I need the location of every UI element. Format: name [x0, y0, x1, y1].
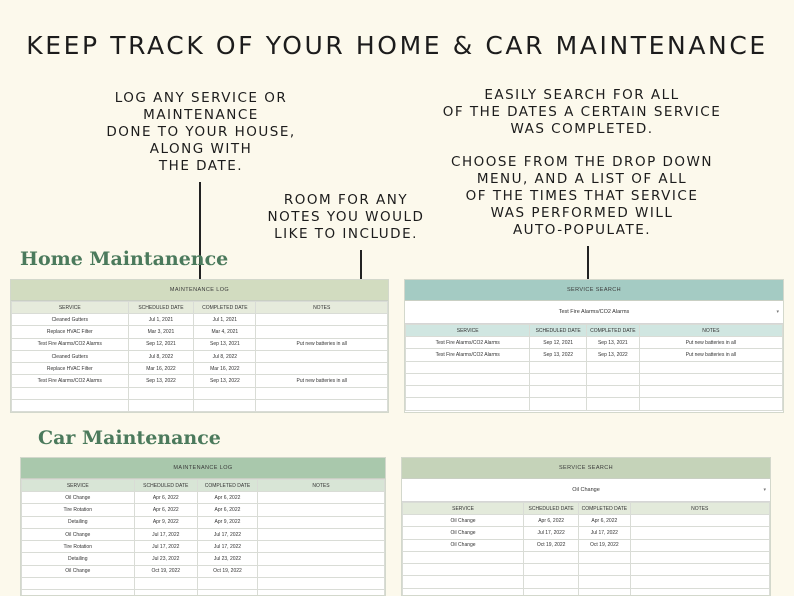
table-row	[406, 398, 783, 410]
table-cell	[630, 551, 769, 563]
table-cell[interactable]	[256, 363, 388, 375]
table-cell	[530, 386, 587, 398]
table-row	[12, 387, 388, 399]
table-cell: Sep 13, 2022	[586, 349, 639, 361]
table-cell[interactable]: Apr 9, 2022	[198, 516, 258, 528]
table-cell: Sep 13, 2021	[586, 337, 639, 349]
table-cell[interactable]	[198, 590, 258, 596]
table-cell: Oil Change	[403, 539, 524, 551]
table-cell	[406, 373, 530, 385]
table-cell[interactable]: Apr 9, 2022	[134, 516, 198, 528]
note-log-line: MAINTENANCE	[143, 107, 259, 123]
table-row	[22, 590, 385, 596]
table-cell: Apr 6, 2022	[579, 515, 630, 527]
table-cell	[630, 515, 769, 527]
table-cell[interactable]: Mar 3, 2021	[128, 326, 194, 338]
table-cell	[639, 386, 782, 398]
table-cell[interactable]	[128, 387, 194, 399]
table-row	[406, 373, 783, 385]
note-dropdown-line: CHOOSE FROM THE DROP DOWN	[451, 154, 713, 170]
table-cell	[530, 361, 587, 373]
table-cell	[403, 576, 524, 588]
table-cell[interactable]: Put new batteries in all	[256, 338, 388, 350]
table-cell[interactable]: Replace HVAC Filter	[12, 363, 129, 375]
table-cell[interactable]: Sep 12, 2021	[128, 338, 194, 350]
table-cell: Test Fire Alarms/CO2 Alarms	[406, 349, 530, 361]
home-maintenance-log	[10, 279, 389, 413]
table-cell: Oct 19, 2022	[579, 539, 630, 551]
table-cell: Put new batteries in all	[639, 337, 782, 349]
table-cell: Sep 13, 2022	[530, 349, 587, 361]
table-cell[interactable]: Oil Change	[22, 565, 135, 577]
page-title: KEEP TRACK OF YOUR HOME & CAR MAINTENANCE	[26, 31, 768, 60]
column-header-notes: NOTES	[630, 503, 769, 515]
note-dropdown	[436, 154, 728, 239]
table-cell	[586, 373, 639, 385]
table-cell: Put new batteries in all	[639, 349, 782, 361]
column-header-completed-date: COMPLETED DATE	[586, 325, 639, 337]
home-service-search	[404, 279, 784, 413]
table-cell[interactable]: Replace HVAC Filter	[12, 326, 129, 338]
table-cell[interactable]	[257, 541, 384, 553]
table-cell[interactable]	[134, 590, 198, 596]
note-log-line: LOG ANY SERVICE OR	[114, 90, 288, 106]
sheet-title: SERVICE SEARCH	[405, 280, 783, 301]
column-header-service: SERVICE	[406, 325, 530, 337]
table-cell[interactable]: Jul 1, 2021	[194, 314, 256, 326]
table-row	[22, 541, 385, 553]
table-cell: Oil Change	[403, 515, 524, 527]
table-cell[interactable]	[257, 516, 384, 528]
table-row	[406, 386, 783, 398]
table-cell	[639, 398, 782, 410]
table-cell[interactable]: Jul 8, 2022	[194, 350, 256, 362]
column-header-scheduled-date: SCHEDULED DATE	[524, 503, 579, 515]
table-cell	[579, 551, 630, 563]
table-cell[interactable]	[256, 387, 388, 399]
chevron-down-icon[interactable]: ▾	[776, 309, 779, 315]
table-cell[interactable]: Test Fire Alarms/CO2 Alarms	[12, 338, 129, 350]
table-cell[interactable]: Tire Rotation	[22, 504, 135, 516]
column-header-service: SERVICE	[12, 302, 129, 314]
column-header-scheduled-date: SCHEDULED DATE	[134, 480, 198, 492]
table-cell: Jul 17, 2022	[579, 527, 630, 539]
table-cell	[630, 588, 769, 596]
table-row	[406, 337, 783, 349]
table-cell[interactable]: Oil Change	[22, 492, 135, 504]
table-cell[interactable]: Jul 17, 2022	[198, 528, 258, 540]
table-row	[12, 326, 388, 338]
table-cell[interactable]: Jul 17, 2022	[134, 541, 198, 553]
table-row	[22, 528, 385, 540]
sheet-title: MAINTENANCE LOG	[21, 458, 385, 479]
table-row	[403, 551, 770, 563]
pointer-line-search	[587, 246, 589, 282]
table-cell[interactable]: Sep 13, 2022	[128, 375, 194, 387]
table-cell[interactable]: Oil Change	[22, 528, 135, 540]
table-cell[interactable]	[257, 528, 384, 540]
note-dropdown-line: AUTO-POPULATE.	[512, 222, 652, 238]
table-cell	[639, 373, 782, 385]
table-cell	[579, 588, 630, 596]
table-row	[22, 565, 385, 577]
table-cell[interactable]: Detailing	[22, 516, 135, 528]
table-cell[interactable]	[256, 314, 388, 326]
note-room-line: NOTES YOU WOULD	[267, 209, 425, 225]
note-notes-room	[256, 192, 436, 243]
table-cell	[630, 576, 769, 588]
table-cell[interactable]: Apr 6, 2022	[134, 492, 198, 504]
column-header-completed-date: COMPLETED DATE	[579, 503, 630, 515]
table-cell[interactable]: Jul 1, 2021	[128, 314, 194, 326]
note-log	[96, 90, 306, 175]
table-cell	[586, 398, 639, 410]
table-row	[12, 363, 388, 375]
table-cell[interactable]: Put new batteries in all	[256, 375, 388, 387]
table-cell: Oil Change	[403, 527, 524, 539]
table-row	[406, 361, 783, 373]
table-cell[interactable]	[257, 578, 384, 590]
table-row	[12, 400, 388, 412]
table-row	[22, 504, 385, 516]
dropdown-selected-value: Test Fire Alarms/CO2 Alarms	[558, 309, 630, 315]
table-cell	[586, 361, 639, 373]
table-cell[interactable]: Apr 6, 2022	[198, 492, 258, 504]
table-cell[interactable]: Detailing	[22, 553, 135, 565]
table-cell[interactable]: Sep 13, 2021	[194, 338, 256, 350]
table-cell: Jul 17, 2022	[524, 527, 579, 539]
table-row	[22, 553, 385, 565]
table-cell	[530, 373, 587, 385]
column-header-notes: NOTES	[639, 325, 782, 337]
table-row	[403, 515, 770, 527]
table-cell	[579, 576, 630, 588]
service-dropdown[interactable]	[405, 301, 783, 324]
table-cell: Test Fire Alarms/CO2 Alarms	[406, 337, 530, 349]
note-log-line: THE DATE.	[158, 158, 244, 174]
table-row	[403, 539, 770, 551]
column-header-notes: NOTES	[257, 480, 384, 492]
table-cell	[579, 564, 630, 576]
note-dropdown-line: WAS PERFORMED WILL	[490, 205, 674, 221]
column-header-notes: NOTES	[256, 302, 388, 314]
table-cell[interactable]: Apr 6, 2022	[134, 504, 198, 516]
table-row	[12, 314, 388, 326]
table-cell[interactable]: Mar 16, 2022	[194, 363, 256, 375]
table-cell[interactable]: Cleaned Gutters	[12, 314, 129, 326]
note-search-line: EASILY SEARCH FOR ALL	[484, 87, 680, 103]
table-cell	[403, 588, 524, 596]
table-cell[interactable]	[22, 590, 135, 596]
column-header-service: SERVICE	[403, 503, 524, 515]
table-cell[interactable]	[194, 400, 256, 412]
table-cell[interactable]: Tire Rotation	[22, 541, 135, 553]
table-cell	[639, 361, 782, 373]
table-cell	[586, 386, 639, 398]
table-cell[interactable]: Oct 19, 2022	[198, 565, 258, 577]
table-cell[interactable]: Sep 13, 2022	[194, 375, 256, 387]
table-cell[interactable]: Jul 8, 2022	[128, 350, 194, 362]
table-cell	[406, 398, 530, 410]
table-cell[interactable]	[194, 387, 256, 399]
table-cell[interactable]: Jul 17, 2022	[134, 528, 198, 540]
table-row	[403, 576, 770, 588]
table-cell[interactable]	[257, 590, 384, 596]
table-row	[403, 588, 770, 596]
table-row	[22, 516, 385, 528]
table-cell[interactable]: Jul 23, 2022	[134, 553, 198, 565]
note-search	[436, 87, 728, 138]
table-cell[interactable]: Mar 16, 2022	[128, 363, 194, 375]
note-room-line: LIKE TO INCLUDE.	[274, 226, 418, 242]
table-cell[interactable]: Mar 4, 2021	[194, 326, 256, 338]
table-row	[12, 350, 388, 362]
car-maintenance-log	[20, 457, 386, 596]
note-search-line: WAS COMPLETED.	[510, 121, 654, 137]
sheet-title: SERVICE SEARCH	[402, 458, 770, 479]
home-heading: Home Maintanence	[20, 248, 229, 270]
table-cell: Apr 6, 2022	[524, 515, 579, 527]
note-dropdown-line: OF THE TIMES THAT SERVICE	[465, 188, 699, 204]
table-cell	[630, 539, 769, 551]
table-cell[interactable]	[257, 492, 384, 504]
table-cell	[406, 386, 530, 398]
table-cell	[630, 564, 769, 576]
chevron-down-icon[interactable]: ▾	[763, 487, 766, 493]
car-heading: Car Maintenance	[38, 427, 221, 449]
table-cell[interactable]	[256, 326, 388, 338]
column-header-scheduled-date: SCHEDULED DATE	[530, 325, 587, 337]
table-cell	[524, 564, 579, 576]
table-row	[406, 349, 783, 361]
table-row	[12, 338, 388, 350]
note-log-line: ALONG WITH	[149, 141, 253, 157]
note-log-line: DONE TO YOUR HOUSE,	[106, 124, 296, 140]
table-row	[22, 578, 385, 590]
note-room-line: ROOM FOR ANY	[283, 192, 409, 208]
table-cell[interactable]: Test Fire Alarms/CO2 Alarms	[12, 375, 129, 387]
table-cell	[406, 361, 530, 373]
table-cell[interactable]	[12, 400, 129, 412]
table-cell	[530, 398, 587, 410]
table-cell[interactable]	[22, 578, 135, 590]
table-cell[interactable]: Apr 6, 2022	[198, 504, 258, 516]
table-cell	[630, 527, 769, 539]
column-header-completed-date: COMPLETED DATE	[194, 302, 256, 314]
table-row	[22, 492, 385, 504]
table-cell[interactable]	[198, 578, 258, 590]
table-cell	[524, 588, 579, 596]
table-cell[interactable]	[12, 387, 129, 399]
note-dropdown-line: MENU, AND A LIST OF ALL	[476, 171, 688, 187]
table-cell[interactable]	[256, 350, 388, 362]
table-cell[interactable]	[257, 553, 384, 565]
table-row	[12, 375, 388, 387]
note-search-line: OF THE DATES A CERTAIN SERVICE	[442, 104, 722, 120]
column-header-completed-date: COMPLETED DATE	[198, 480, 258, 492]
table-cell[interactable]: Cleaned Gutters	[12, 350, 129, 362]
table-cell: Oct 19, 2022	[524, 539, 579, 551]
table-cell	[403, 564, 524, 576]
table-cell[interactable]	[134, 578, 198, 590]
sheet-title: MAINTENANCE LOG	[11, 280, 388, 301]
table-cell[interactable]	[257, 565, 384, 577]
column-header-scheduled-date: SCHEDULED DATE	[128, 302, 194, 314]
table-cell	[403, 551, 524, 563]
table-row	[403, 564, 770, 576]
column-header-service: SERVICE	[22, 480, 135, 492]
table-cell	[524, 551, 579, 563]
table-cell[interactable]: Jul 17, 2022	[198, 541, 258, 553]
table-cell[interactable]	[128, 400, 194, 412]
table-row	[403, 527, 770, 539]
table-cell[interactable]	[257, 504, 384, 516]
dropdown-selected-value: Oil Change	[572, 487, 600, 493]
table-cell: Sep 12, 2021	[530, 337, 587, 349]
table-cell[interactable]	[256, 400, 388, 412]
table-cell[interactable]: Jul 23, 2022	[198, 553, 258, 565]
table-cell	[524, 576, 579, 588]
table-cell[interactable]: Oct 19, 2022	[134, 565, 198, 577]
car-service-search	[401, 457, 771, 596]
service-dropdown[interactable]	[402, 479, 770, 502]
